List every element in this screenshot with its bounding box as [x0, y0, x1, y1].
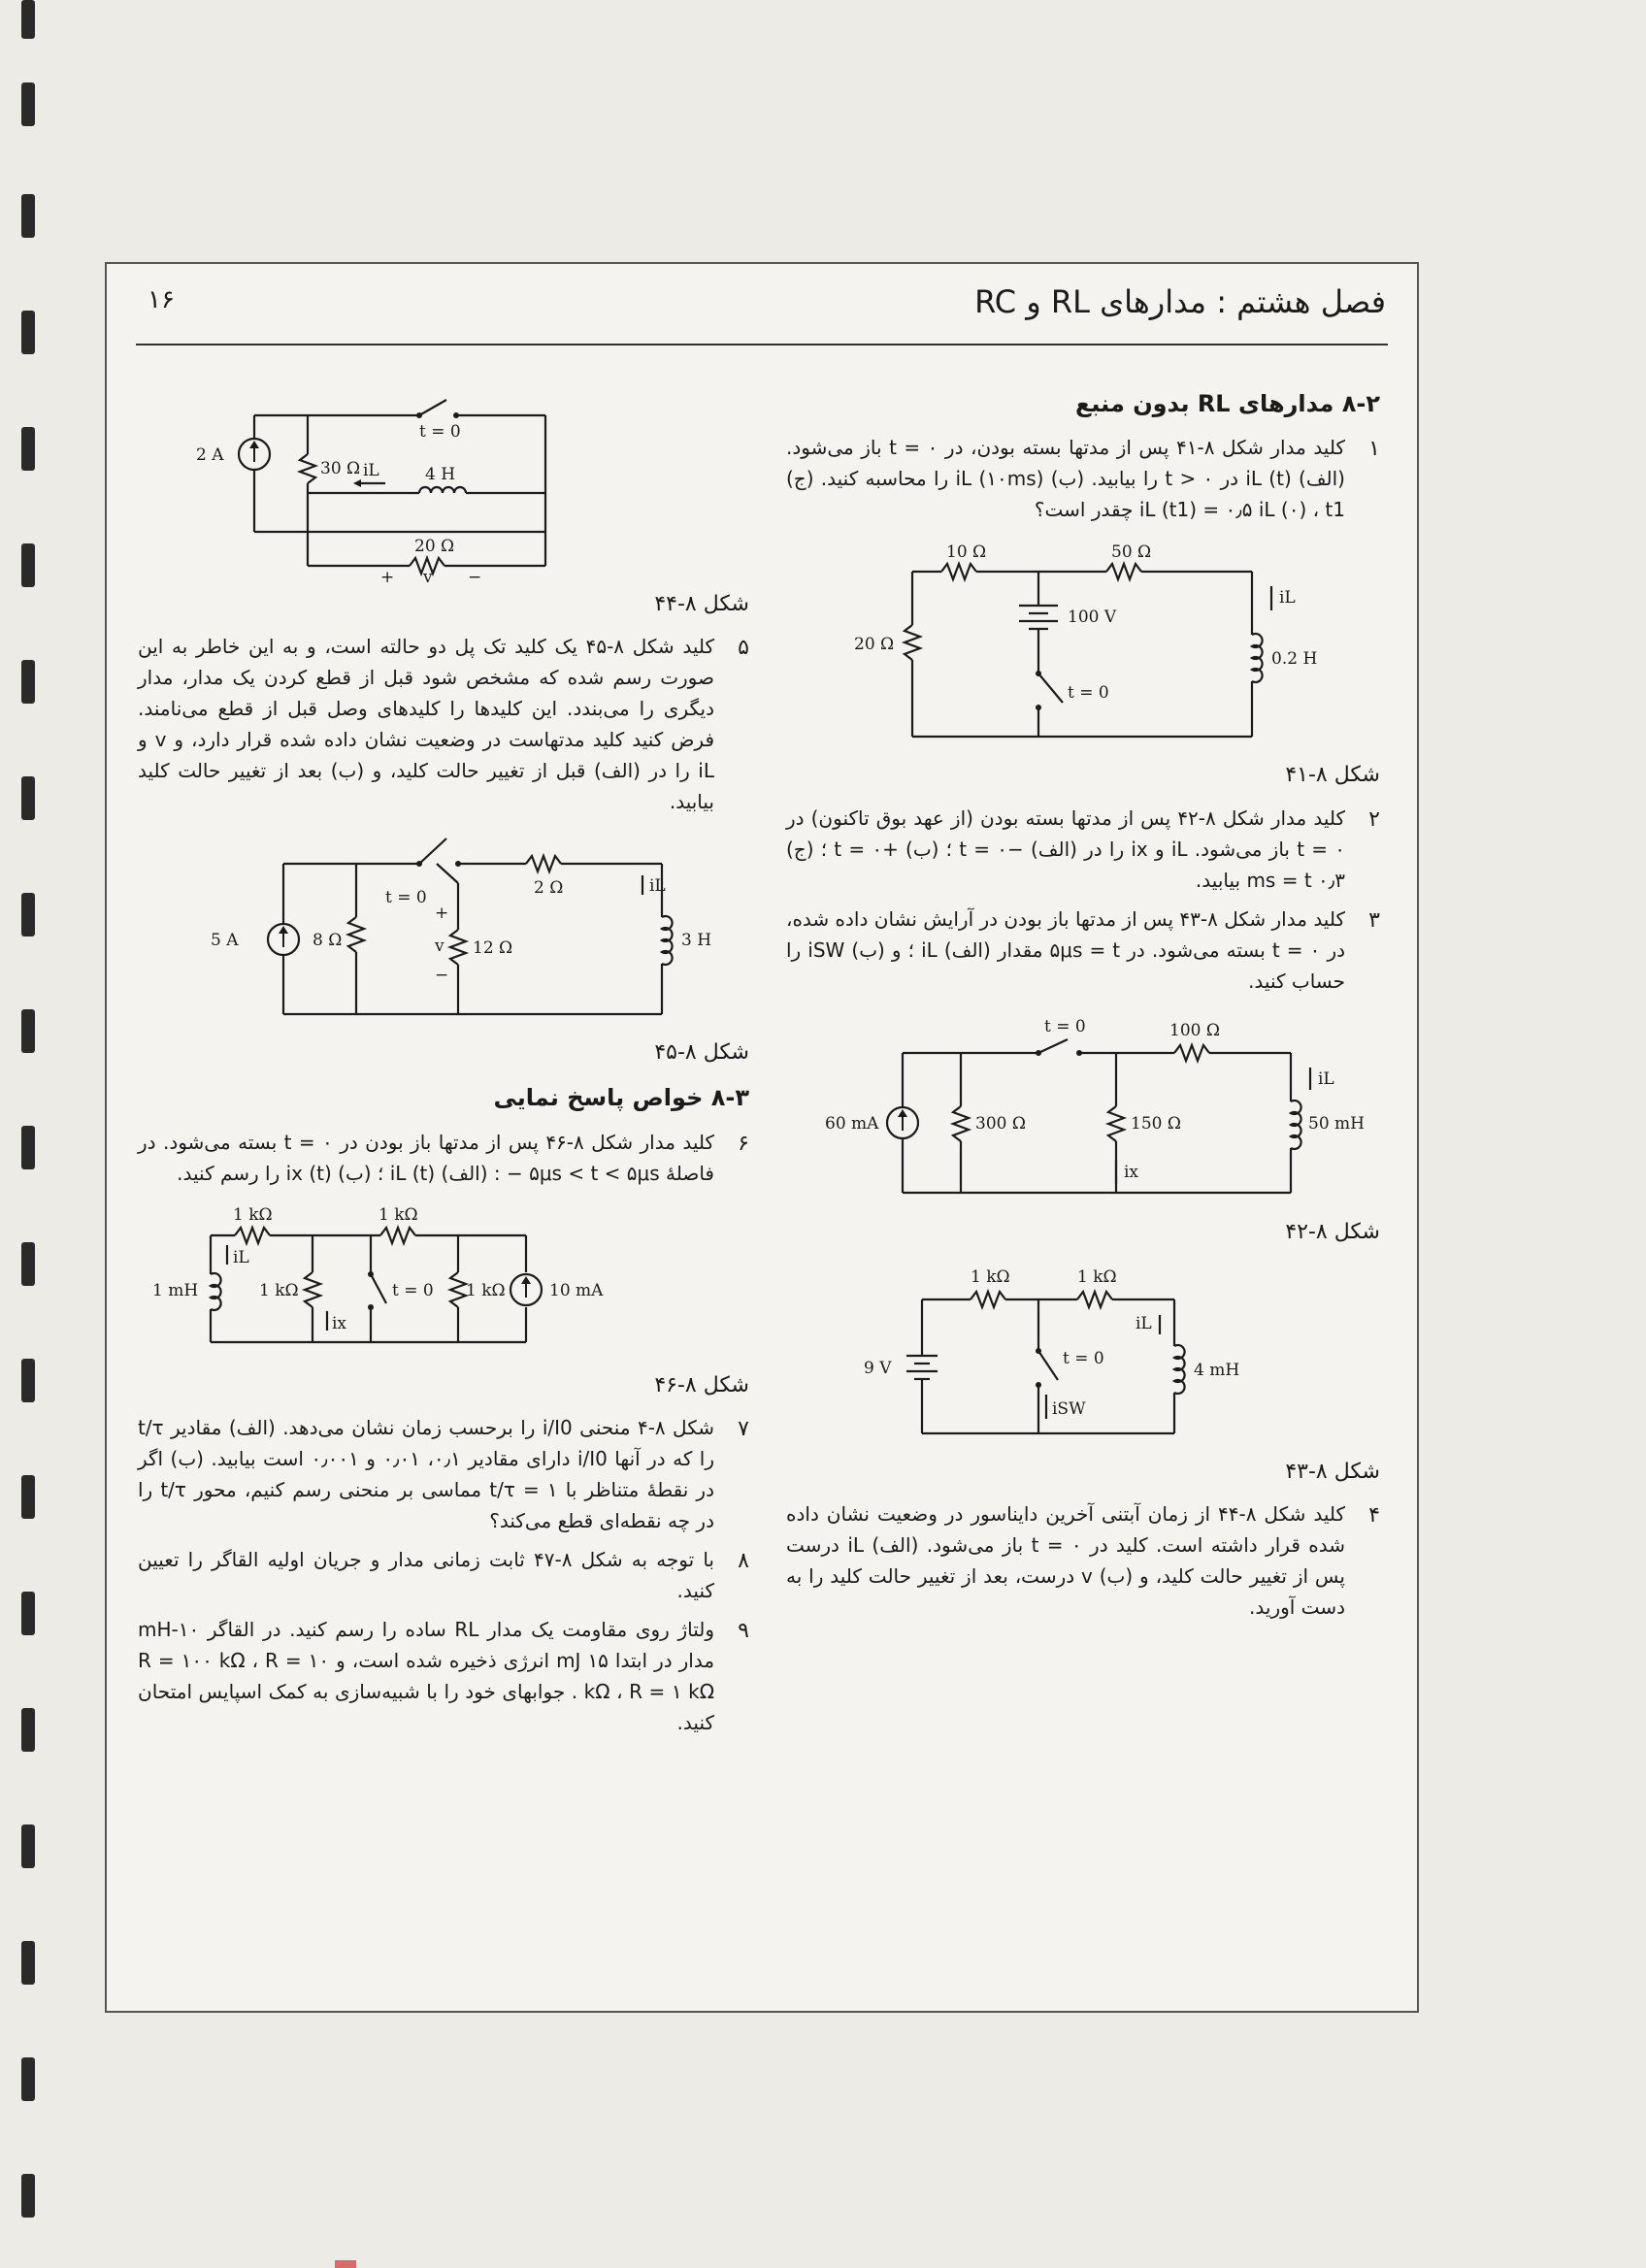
resistor-label: 1 kΩ	[379, 1204, 418, 1225]
inductor-label: 1 mH	[152, 1280, 199, 1300]
resistor-label: 300 Ω	[975, 1113, 1026, 1134]
problem-4	[786, 1498, 1380, 1623]
current-label: iL	[1318, 1068, 1334, 1089]
binding-hole	[21, 1708, 35, 1752]
problem-number: ۱	[1368, 437, 1380, 462]
figure-caption: شکل ۸-۴۴	[654, 592, 749, 616]
resistor-label: 100 Ω	[1169, 1020, 1220, 1040]
resistor-label: 1 kΩ	[259, 1280, 299, 1300]
textbook-page	[105, 262, 1419, 2013]
problem-number: ۹	[738, 1618, 749, 1643]
binding-hole	[21, 1592, 35, 1635]
resistor-label: 30 Ω	[320, 459, 361, 478]
section-heading-8-2: ۸-۲ مدارهای RL بدون منبع	[1074, 390, 1380, 417]
figure-8-44	[138, 386, 749, 585]
resistor-label: 1 kΩ	[971, 1266, 1010, 1287]
problem-number: ۴	[1368, 1502, 1380, 1528]
binding-hole	[21, 1941, 35, 1985]
problem-text: کلید مدار شکل ۸-۴۶ پس از مدتها باز بودن در ۰ = t بسته می‌شود. در فاصلهٔ ۵μs < t < ۵μs − : (الف) iL (t) ؛ (ب) ix (t) را رسم کنید.	[138, 1130, 714, 1185]
current-label: iL	[1136, 1313, 1152, 1333]
binding-hole	[21, 2057, 35, 2101]
inductor-label: 4 mH	[1194, 1360, 1240, 1380]
current-label: ix	[332, 1313, 347, 1333]
binding-hole	[21, 893, 35, 937]
resistor-label: 1 kΩ	[1077, 1266, 1117, 1287]
figure-caption: شکل ۸-۴۶	[654, 1372, 749, 1397]
figure-8-45	[138, 825, 749, 1034]
current-label: iL	[649, 876, 666, 897]
resistor-label: 8 Ω	[313, 931, 343, 951]
resistor-label: 1 kΩ	[233, 1204, 273, 1225]
binding-hole	[21, 1009, 35, 1053]
binding-hole	[21, 194, 35, 238]
problem-number: ۸	[738, 1548, 749, 1573]
scan-mark	[335, 2260, 356, 2268]
binding-hole	[21, 1126, 35, 1169]
switch-label: t = 0	[392, 1280, 434, 1300]
figure-8-42	[786, 1004, 1380, 1213]
voltage-minus: −	[435, 966, 449, 986]
figure-8-41	[786, 533, 1380, 756]
current-label: iL	[233, 1247, 249, 1267]
inductor-label: 50 mH	[1308, 1113, 1365, 1134]
problem-text: کلید مدار شکل ۸-۴۳ پس از مدتها باز بودن در آرایش نشان داده شده، در ۰ = t بسته می‌شود. در ۵μs = t مقدار (الف) iL ؛ و (ب) iSW را حساب کنید.	[786, 906, 1346, 993]
right-column	[786, 385, 1380, 1630]
binding-hole	[21, 543, 35, 587]
figure-caption: شکل ۸-۴۱	[1285, 763, 1380, 788]
inductor-label: 3 H	[681, 931, 712, 951]
problem-number: ۷	[738, 1416, 749, 1441]
resistor-label: 1 kΩ	[466, 1280, 506, 1300]
binding-hole	[21, 660, 35, 704]
binding-hole	[21, 427, 35, 471]
source-label: 100 V	[1068, 608, 1117, 628]
resistor-label: 10 Ω	[946, 542, 987, 563]
binding-hole	[21, 1359, 35, 1402]
switch-label: t = 0	[419, 422, 461, 442]
current-label: iSW	[1052, 1398, 1086, 1419]
current-label: ix	[1124, 1162, 1139, 1182]
switch-label: t = 0	[1063, 1348, 1104, 1368]
header-rule	[136, 344, 1388, 345]
voltage-minus: −	[468, 568, 482, 585]
voltage-label: v	[423, 568, 433, 585]
page-number: ۱۶	[148, 285, 175, 314]
resistor-label: 20 Ω	[854, 635, 895, 655]
source-label: 60 mA	[825, 1113, 879, 1134]
switch-label: t = 0	[385, 888, 427, 908]
problem-text: با توجه به شکل ۸-۴۷ ثابت زمانی مدار و جریان اولیه القاگر را تعیین کنید.	[138, 1547, 714, 1602]
problem-6	[138, 1127, 749, 1189]
switch-label: t = 0	[1044, 1016, 1086, 1036]
binding-hole	[21, 0, 35, 39]
left-column	[138, 380, 749, 1746]
problem-5	[138, 631, 749, 817]
voltage-plus: +	[380, 568, 395, 585]
binding-hole	[21, 311, 35, 354]
binding-hole	[21, 1824, 35, 1868]
figure-caption: شکل ۸-۴۳	[1285, 1459, 1380, 1484]
problem-text: کلید شکل ۸-۴۵ یک کلید تک پل دو حالته است، و به این خاطر به این صورت رسم شده که مشخص شود قبل از قطع کردن یک مدار، مدار دیگری را می‌بندد. این کلیدها را کلیدهای وصل قبل از قطع می‌نامند. فرض کنید کلید مدتهاست در وضعیت نشان داده شده قرار دارد، و v و iL را در (الف) قبل از تغییر حالت کلید، و (ب) بعد از تغییر حالت کلید بیابید.	[138, 635, 715, 814]
binding-hole	[21, 1242, 35, 1286]
problem-text: ولتاژ روی مقاومت یک مدار RL ساده را رسم کنید. در القاگر ۱۰-mH مدار در ابتدا ۱۵ mJ انرژی ذخیره شده است، و R = ۱۰۰ kΩ ، R = ۱۰ kΩ ، R = ۱ kΩ . جوابهای خود را با شبیه‌سازی به کمک اسپایس امتحان کنید.	[138, 1617, 715, 1734]
problem-number: ۵	[738, 636, 749, 661]
current-label: iL	[363, 461, 379, 480]
problem-8	[138, 1544, 749, 1606]
resistor-label: 50 Ω	[1111, 542, 1152, 563]
source-label: 2 A	[196, 445, 224, 465]
binding-hole	[21, 1475, 35, 1519]
figure-caption: شکل ۸-۴۵	[654, 1040, 749, 1066]
problem-text: کلید شکل ۸-۴۴ از زمان آبتنی آخرین دایناسور در وضعیت نشان داده شده قرار داشته است. کلید در ۰ = t باز می‌شود. (الف) iL درست پس از تغییر حالت کلید، و (ب) v درست، بعد از تغییر حالت کلید را به دست آورید.	[786, 1501, 1345, 1619]
problem-number: ۶	[738, 1131, 749, 1156]
binding-holes	[0, 0, 58, 2268]
resistor-label: 20 Ω	[414, 537, 455, 556]
problem-number: ۳	[1368, 907, 1380, 933]
binding-hole	[21, 82, 35, 126]
problem-3	[786, 904, 1380, 997]
chapter-title: فصل هشتم : مدارهای RL و RC	[974, 283, 1386, 320]
source-label: 10 mA	[549, 1280, 604, 1300]
figure-8-43	[786, 1259, 1380, 1453]
source-label: 5 A	[211, 931, 239, 951]
resistor-label: 12 Ω	[473, 938, 513, 959]
voltage-label: v	[435, 937, 444, 957]
problem-text: شکل ۸-۴ منحنی i/I0 را برحسب زمان نشان می‌دهد. (الف) مقادیر t/τ را که در آنها i/I0 دارای مقادیر ۰٫۱، ۰٫۰۱ و ۰٫۰۰۱ است بیابید. (ب) اگر در نقطهٔ متناظر با ۱ = t/τ مماسی بر منحنی رسم کنیم، محور t/τ را در چه نقطه‌ای قطع می‌کند؟	[138, 1415, 714, 1532]
resistor-label: 2 Ω	[534, 878, 564, 899]
resistor-label: 150 Ω	[1131, 1113, 1181, 1134]
problem-number: ۲	[1368, 806, 1380, 832]
figure-caption: شکل ۸-۴۲	[1285, 1219, 1380, 1244]
problem-text: کلید مدار شکل ۸-۴۲ پس از مدتها بسته بودن (از عهد بوق تاکنون) در ۰ = t باز می‌شود. iL و ix را در (الف) −۰ = t ؛ (ب) +۰ = t ؛ (ج) ۰٫۳ ms = t بیابید.	[786, 805, 1345, 892]
problem-text: کلید مدار شکل ۸-۴۱ پس از مدتها بسته بودن، در ۰ = t باز می‌شود. (الف) iL (t) در ۰ < t را بیابید. (ب) iL (۱۰ms) را محاسبه کنید. (ج) iL (t1) = ۰٫۵ iL (۰) ، t1 چقدر است؟	[786, 436, 1345, 522]
binding-hole	[21, 776, 35, 820]
inductor-label: 0.2 H	[1271, 649, 1318, 670]
binding-hole	[21, 2174, 35, 2218]
problem-7	[138, 1412, 749, 1536]
inductor-label: 4 H	[425, 465, 456, 484]
section-heading-8-3: ۸-۳ خواص پاسخ نمایی	[493, 1084, 749, 1112]
problem-2	[786, 803, 1380, 896]
problem-1	[786, 432, 1380, 525]
problem-9	[138, 1614, 749, 1738]
current-label: iL	[1279, 588, 1296, 608]
switch-label: t = 0	[1068, 683, 1109, 704]
source-label: 9 V	[864, 1358, 892, 1378]
figure-8-46	[138, 1197, 749, 1366]
voltage-plus: +	[435, 904, 449, 924]
